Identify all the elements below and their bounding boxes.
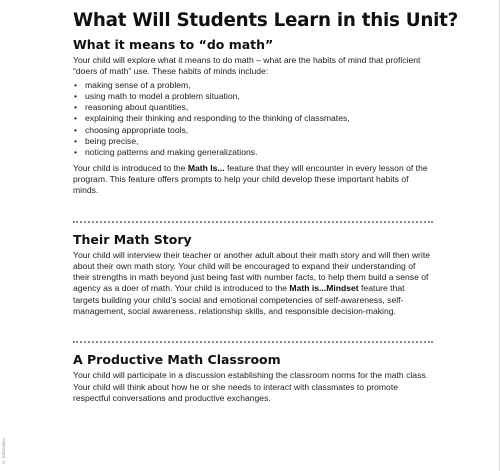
list-item [73,102,433,113]
section-divider [73,221,433,223]
list-item-text: choosing appropriate tools, [85,124,189,135]
bullet-icon: • [74,113,78,124]
math-is-feature-name: Math Is... [187,162,225,173]
bullet-icon: • [74,90,78,101]
list-item-text: explaining their thinking and responding to the thinking of classmates, [85,113,350,124]
math-story-paragraph [73,250,433,318]
list-item [73,113,433,124]
section-heading-classroom: A Productive Math Classroom [73,352,281,368]
list-item [73,125,433,136]
math-is-text-before: Your child is introduced to the [73,162,188,173]
math-story-text-before: Your child will interview their teacher or another adult about their math story and will then write about their own math story. Your child will be encouraged to expand their understanding of their strengths in math beyond just being fast with number facts, to help them build a sense of agency as a doer of math. Your child is introduced to the [73,249,430,294]
bullet-icon: • [74,124,78,135]
section-heading-do-math: What it means to “do math” [73,37,274,52]
classroom-paragraph: Your child will participate in a discussion establishing the classroom norms for the math class. Your child will think about how he or she needs to interact with classmates to promote respectful conversations and productive exchanges. [73,370,429,403]
list-item [73,147,433,158]
bullet-icon: • [74,102,78,113]
section-divider [73,341,433,343]
list-item-text: reasoning about quantities, [85,102,189,113]
page-content [73,9,459,404]
list-item-text: using math to model a problem situation, [85,90,240,101]
list-item-text: noticing patterns and making generalizations. [85,147,258,158]
list-item-text: being precise, [85,136,139,147]
math-is-paragraph [73,163,433,197]
list-item [73,91,433,102]
habits-list [73,80,433,159]
bullet-icon: • [74,136,78,147]
math-is-text-after: feature that they will encounter in every lesson of the program. This feature offers prompts to help your child develop these important habits of minds. [73,162,428,196]
list-item [73,80,433,91]
page-title: What Will Students Learn in this Unit? [73,10,459,31]
bullet-icon: • [74,79,78,90]
section-do-math-intro: Your child will explore what it means to do math – what are the habits of mind that proficient “doers of math” use. These habits of minds include: [73,55,421,77]
section-heading-math-story: Their Math Story [73,231,192,247]
list-item [73,136,433,147]
copyright-note: © Education [1,438,6,465]
math-mindset-feature-name: Math is...Mindset [289,283,359,294]
list-item-text: making sense of a problem, [85,79,191,90]
bullet-icon: • [74,147,78,158]
math-story-text-after: feature that targets building your child’s social and emotional competencies of self-awareness, self-management, social awareness, relationship skills, and responsible decision-making. [73,283,405,317]
